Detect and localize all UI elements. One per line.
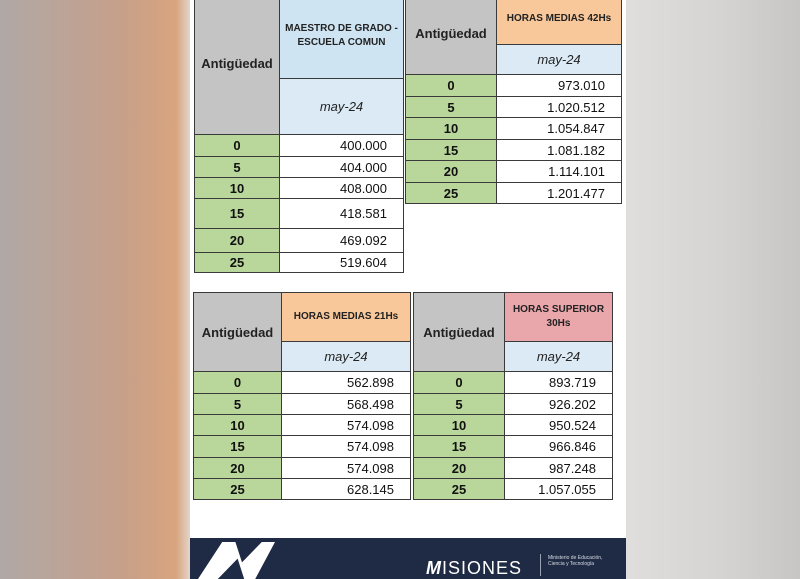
antiguedad-header: Antigüedad <box>194 293 282 372</box>
table-row <box>406 183 622 204</box>
value-cell: 1.054.847 <box>497 118 622 140</box>
table-row <box>194 372 411 394</box>
table-row <box>414 458 613 479</box>
value-cell: 408.000 <box>280 178 404 199</box>
value-cell: 469.092 <box>280 229 404 253</box>
value-cell: 562.898 <box>282 372 411 394</box>
value-cell: 400.000 <box>280 135 404 157</box>
value-cell: 1.201.477 <box>497 183 622 204</box>
table-row <box>195 229 404 253</box>
value-cell: 404.000 <box>280 157 404 178</box>
table-row <box>195 253 404 273</box>
years-cell: 20 <box>414 458 505 479</box>
years-cell: 10 <box>414 415 505 436</box>
years-cell: 25 <box>195 253 280 273</box>
table-row <box>195 135 404 157</box>
table-row <box>195 199 404 229</box>
years-cell: 15 <box>414 436 505 458</box>
value-cell: 893.719 <box>505 372 613 394</box>
years-cell: 10 <box>195 178 280 199</box>
value-cell: 574.098 <box>282 436 411 458</box>
value-cell: 950.524 <box>505 415 613 436</box>
misiones-logo <box>426 558 522 579</box>
table-row <box>406 118 622 140</box>
value-cell: 574.098 <box>282 458 411 479</box>
brand-initial: M <box>426 558 442 578</box>
table-row <box>406 140 622 161</box>
years-cell: 15 <box>195 199 280 229</box>
document-sheet <box>190 0 626 579</box>
years-cell: 10 <box>194 415 282 436</box>
years-cell: 20 <box>195 229 280 253</box>
value-cell: 966.846 <box>505 436 613 458</box>
table-horas-medias-42 <box>405 0 622 204</box>
ministry-line-1: Ministerio de Educación, <box>548 555 603 561</box>
value-cell: 628.145 <box>282 479 411 500</box>
table-row <box>194 458 411 479</box>
table-row <box>195 157 404 178</box>
antiguedad-header: Antigüedad <box>195 0 280 135</box>
years-cell: 0 <box>414 372 505 394</box>
table-title: HORAS MEDIAS 42Hs <box>497 0 622 45</box>
table-row <box>414 479 613 500</box>
table-row <box>195 178 404 199</box>
brand-rest: ISIONES <box>442 558 523 578</box>
table-row <box>414 372 613 394</box>
value-cell: 1.020.512 <box>497 97 622 118</box>
years-cell: 5 <box>195 157 280 178</box>
table-row <box>194 479 411 500</box>
years-cell: 10 <box>406 118 497 140</box>
table-horas-medias-21 <box>193 292 411 500</box>
value-cell: 418.581 <box>280 199 404 229</box>
table-row <box>414 415 613 436</box>
table-row <box>414 394 613 415</box>
period-label: may-24 <box>282 342 411 372</box>
table-maestro-grado <box>194 0 404 273</box>
table-horas-superior-30 <box>413 292 613 500</box>
table-row <box>194 436 411 458</box>
value-cell: 1.081.182 <box>497 140 622 161</box>
years-cell: 15 <box>406 140 497 161</box>
table-row <box>194 394 411 415</box>
table-row <box>406 75 622 97</box>
years-cell: 15 <box>194 436 282 458</box>
years-cell: 25 <box>414 479 505 500</box>
table-row <box>406 97 622 118</box>
table-row <box>414 436 613 458</box>
value-cell: 574.098 <box>282 415 411 436</box>
footer-divider <box>540 554 541 576</box>
ministry-line-2: Ciencia y Tecnología <box>548 561 595 567</box>
years-cell: 0 <box>195 135 280 157</box>
years-cell: 0 <box>194 372 282 394</box>
table-title: HORAS SUPERIOR 30Hs <box>505 293 613 342</box>
table-row <box>406 161 622 183</box>
value-cell: 1.057.055 <box>505 479 613 500</box>
value-cell: 519.604 <box>280 253 404 273</box>
antiguedad-header: Antigüedad <box>414 293 505 372</box>
value-cell: 987.248 <box>505 458 613 479</box>
table-title: MAESTRO DE GRADO - ESCUELA COMUN <box>280 0 404 79</box>
antiguedad-header: Antigüedad <box>406 0 497 75</box>
years-cell: 20 <box>406 161 497 183</box>
years-cell: 5 <box>414 394 505 415</box>
years-cell: 25 <box>406 183 497 204</box>
period-label: may-24 <box>280 79 404 135</box>
value-cell: 973.010 <box>497 75 622 97</box>
value-cell: 926.202 <box>505 394 613 415</box>
years-cell: 5 <box>194 394 282 415</box>
period-label: may-24 <box>505 342 613 372</box>
value-cell: 1.114.101 <box>497 161 622 183</box>
years-cell: 25 <box>194 479 282 500</box>
ministry-label <box>548 555 622 567</box>
years-cell: 5 <box>406 97 497 118</box>
logo-mark-icon <box>198 542 308 579</box>
years-cell: 0 <box>406 75 497 97</box>
footer-banner <box>190 538 626 579</box>
table-row <box>194 415 411 436</box>
period-label: may-24 <box>497 45 622 75</box>
table-title: HORAS MEDIAS 21Hs <box>282 293 411 342</box>
years-cell: 20 <box>194 458 282 479</box>
value-cell: 568.498 <box>282 394 411 415</box>
